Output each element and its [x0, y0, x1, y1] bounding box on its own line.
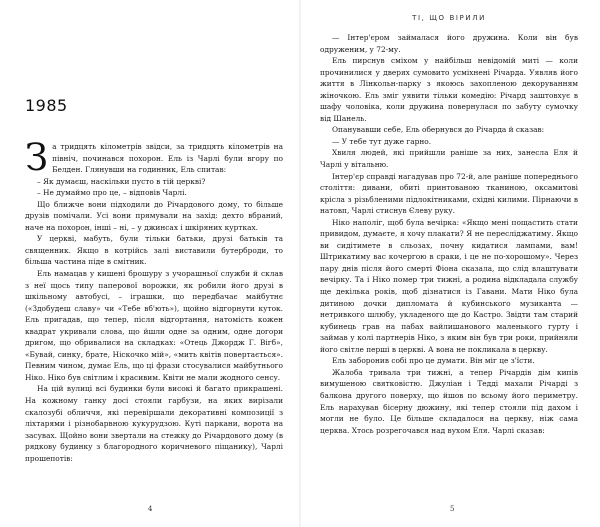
chapter-title: 1985 — [25, 96, 68, 115]
paragraph: На цій вулиці всі будинки були високі й багато прикрашені. На кожному ганку досі стояли гарбузи, на яких вирізали скалозубі обличчя, які перевіршали декоративні композиції з ліхтарями і різнобарвною кукурудзою. Куті паркани, ворота на засувах. Щойно вони звертали на стежку до Річардового дому (в рядкову будинку з благородного коричневого піщанику), Чарлі прошепотів: — [25, 384, 283, 463]
page-number: 5 — [450, 505, 455, 513]
opening-paragraph: За тридцять кілометрів звідси, за тридцять кілометрів на північ, починався похорон. Ель із Чарлі були вгору по Белден. Глянувши на годинник, Ель спитав: — [25, 136, 283, 179]
page-number: 4 — [148, 505, 153, 513]
right-body-text — [320, 32, 578, 436]
paragraph: Ель пирснув сміхом у найбільш невідомій миті — коли прочинилися у дверях сумовито усміхнені Річарда. Уявляв його життя в Лінкольн-парку з якоюсь захопленою декоруванням жіночкою. Ель зміг уявити тільки комедію: Річард заштовхує в шафу чоловіка, коли дружина повернулася по забуту сумочку від Шанель. — [320, 56, 578, 123]
paragraph: Ель намацав у кишені брошуру з учорашньої служби й склав з неї щось типу паперової ворожки, як робили його друзі в шкільному автобусі, – іграшки, що передбачає майбутнє («Здобудеш славу» чи «Тебе вб'ють»), щойно відгорнути куток. Ель пригадав, що тепер, після відгортання, натомість кожен квадрат укривали слова, що йшли одне за одним, одне догори дригом, що обривалися на складках: «Отець Джордж Г. Вігб», «Бувай, синку, брате, Ніскочко мій», «мить квітів повертається». Певним чином, думає Ель, що ці фрази стосувалися майбутнього Ніко. Ніко був світлим і красивим. Квіти не мали жодного сенсу. — [25, 269, 283, 382]
drop-cap: З — [25, 136, 49, 179]
paragraph: – Як думаєш, наскільки пусто в тій церкві? — [37, 176, 206, 186]
right-page — [300, 0, 600, 527]
left-body-text — [25, 136, 283, 464]
paragraph: Жалоба тривала три тижні, а тепер Річардів дім кипів вимушеною святковістю. Джуліан і Тедді махали Річарді з балкона другого поверху, що йшов по всьому його периметру. Ель нарахував бісерну дюжину, які тепер стояли під дахом і могли не було. Це більше складалося на церкву, ніж сама церква. Хтось розрегочався над вухом Еля. Чарлі сказав: — [320, 367, 578, 435]
running-head: ТІ, ЩО ВІРИЛИ — [412, 14, 486, 22]
paragraph: Ель заборонив собі про це думати. Він міг це з'їсти. — [332, 356, 535, 366]
paragraph: – Не думаймо про це, – відповів Чарлі. — [37, 188, 187, 198]
paragraph: Ніко наполіг, щоб була вечірка: «Якщо мені пощастить стати привидом, думаєте, я хочу плакати? Я не пересліджатиму. Якщо ви сидітимете в сльозах, почну кидатися лампами, вам! Штрикатиму вас кочергою в сраки, і це не по-хорошому». Через пару днів після його смерті Фіона сказала, що слід влаштувати вечірку. Та і Ніко помер три тижні, а родина відкладала службу ще декілька років, щоб дізнатися із Гавани. Мати Ніко була дитиною дочки дипломата й кубинського музиканта — нетривкого шлюбу, укладеного ще до Кастро. Звідти там старий кубинець грав на пабах вайлишанового маленького гурту і займав у колі партнерів Ніко, з яким він був три роки, прийняли його світле перші в церкві. А вона не покликала в церкву. — [320, 217, 578, 354]
paragraph: Хвиля людей, які прийшли раніше за них, занесла Еля й Чарлі у вітальню. — [320, 148, 578, 170]
paragraph: Що ближче вони підходили до Річардового дому, то більше друзів помічали. Усі вони прямували на захід: дехто вбраний, наче на похорон, інші – ні, – у джинсах і шкіряних куртках. — [25, 199, 283, 232]
paragraph: Опанувавши себе, Ель обернувся до Річарда й сказав: — [332, 125, 545, 135]
paragraph: — Інтер'єром займалася його дружина. Коли він був одруженим, у 72-му. — [320, 33, 578, 54]
paragraph: Інтер'єр справді нагадував про 72-й, але раніше попереднього століття: дивани, обитi принтованою тканиною, оксамитові крісла з різьбленими підлокітниками, східні килими. Пірнаючи в натовп, Чарлі стиснув Єлеву руку. — [320, 171, 578, 216]
paragraph: — У тебе тут дуже гарно. — [332, 136, 432, 146]
paragraph: У церкві, мабуть, були тільки батьки, друзі батьків та священник. Якщо в котрійсь залі виставили бутерброди, то більша частина піде в смітник. — [25, 234, 283, 267]
